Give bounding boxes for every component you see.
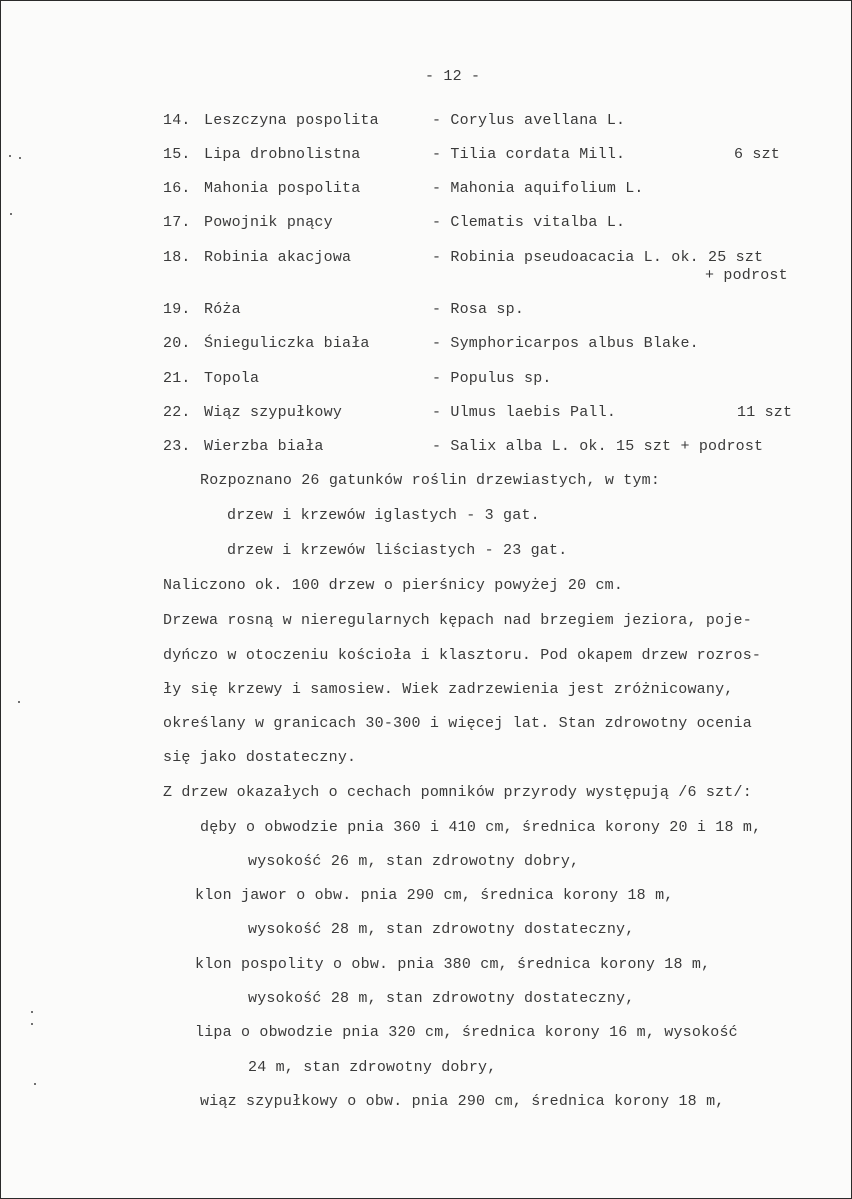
species-latin-name: - Mahonia aquifolium L.: [432, 180, 644, 197]
margin-mark: [10, 213, 12, 215]
species-number: 15.: [163, 146, 191, 163]
margin-mark: [31, 1023, 33, 1025]
species-number: 22.: [163, 404, 191, 421]
body-line: Drzewa rosną w nieregularnych kępach nad brzegiem jeziora, poje-: [163, 612, 752, 629]
species-polish-name: Topola: [204, 370, 260, 387]
species-polish-name: Robinia akacjowa: [204, 249, 352, 266]
margin-mark: [34, 1083, 36, 1085]
body-line: klon pospolity o obw. pnia 380 cm, średnica korony 18 m,: [195, 956, 711, 973]
body-line: 24 m, stan zdrowotny dobry,: [248, 1059, 497, 1076]
body-line: klon jawor o obw. pnia 290 cm, średnica korony 18 m,: [195, 887, 674, 904]
species-number: 16.: [163, 180, 191, 197]
body-line: ły się krzewy i samosiew. Wiek zadrzewienia jest zróżnicowany,: [163, 681, 734, 698]
species-latin-name: - Ulmus laebis Pall.: [432, 404, 617, 421]
species-number: 14.: [163, 112, 191, 129]
margin-mark: [18, 701, 20, 703]
body-line: Naliczono ok. 100 drzew o pierśnicy powyżej 20 cm.: [163, 577, 624, 594]
species-polish-name: Róża: [204, 301, 241, 318]
body-line: się jako dostateczny.: [163, 749, 357, 766]
margin-mark: [9, 155, 11, 157]
species-latin-name: - Corylus avellana L.: [432, 112, 626, 129]
species-polish-name: Lipa drobnolistna: [204, 146, 361, 163]
species-polish-name: Wiąz szypułkowy: [204, 404, 343, 421]
body-line: określany w granicach 30-300 i więcej lat. Stan zdrowotny ocenia: [163, 715, 752, 732]
species-note: 6 szt: [734, 146, 781, 163]
body-line: drzew i krzewów iglastych - 3 gat.: [227, 507, 540, 524]
species-number: 21.: [163, 370, 191, 387]
species-latin-name: - Tilia cordata Mill.: [432, 146, 626, 163]
body-line: wiąz szypułkowy o obw. pnia 290 cm, średnica korony 18 m,: [200, 1093, 725, 1110]
margin-mark: [19, 157, 21, 159]
species-polish-name: Mahonia pospolita: [204, 180, 361, 197]
body-line: Rozpoznano 26 gatunków roślin drzewiastych, w tym:: [200, 472, 661, 489]
body-line: wysokość 26 m, stan zdrowotny dobry,: [248, 853, 580, 870]
species-polish-name: Leszczyna pospolita: [204, 112, 379, 129]
body-line: dyńczo w otoczeniu kościoła i klasztoru. Pod okapem drzew rozros-: [163, 647, 762, 664]
species-latin-name: - Populus sp.: [432, 370, 552, 387]
species-note: + podrost: [705, 267, 788, 284]
body-line: drzew i krzewów liściastych - 23 gat.: [227, 542, 568, 559]
species-number: 23.: [163, 438, 191, 455]
species-number: 19.: [163, 301, 191, 318]
margin-mark: [31, 1011, 33, 1013]
species-latin-name: - Rosa sp.: [432, 301, 525, 318]
species-polish-name: Wierzba biała: [204, 438, 324, 455]
species-number: 20.: [163, 335, 191, 352]
species-latin-name: - Salix alba L. ok. 15 szt + podrost: [432, 438, 764, 455]
body-line: lipa o obwodzie pnia 320 cm, średnica korony 16 m, wysokość: [195, 1024, 738, 1041]
species-number: 18.: [163, 249, 191, 266]
species-polish-name: Śnieguliczka biała: [204, 335, 370, 352]
body-line: dęby o obwodzie pnia 360 i 410 cm, średnica korony 20 i 18 m,: [200, 819, 762, 836]
species-polish-name: Powojnik pnący: [204, 214, 333, 231]
body-line: Z drzew okazałych o cechach pomników przyrody występują /6 szt/:: [163, 784, 752, 801]
body-line: wysokość 28 m, stan zdrowotny dostateczny,: [248, 921, 635, 938]
species-number: 17.: [163, 214, 191, 231]
species-latin-name: - Clematis vitalba L.: [432, 214, 626, 231]
body-line: wysokość 28 m, stan zdrowotny dostateczny,: [248, 990, 635, 1007]
page-number: - 12 -: [425, 68, 481, 85]
species-latin-name: - Symphoricarpos albus Blake.: [432, 335, 699, 352]
species-note: 11 szt: [737, 404, 793, 421]
species-latin-name: - Robinia pseudoacacia L. ok. 25 szt: [432, 249, 764, 266]
